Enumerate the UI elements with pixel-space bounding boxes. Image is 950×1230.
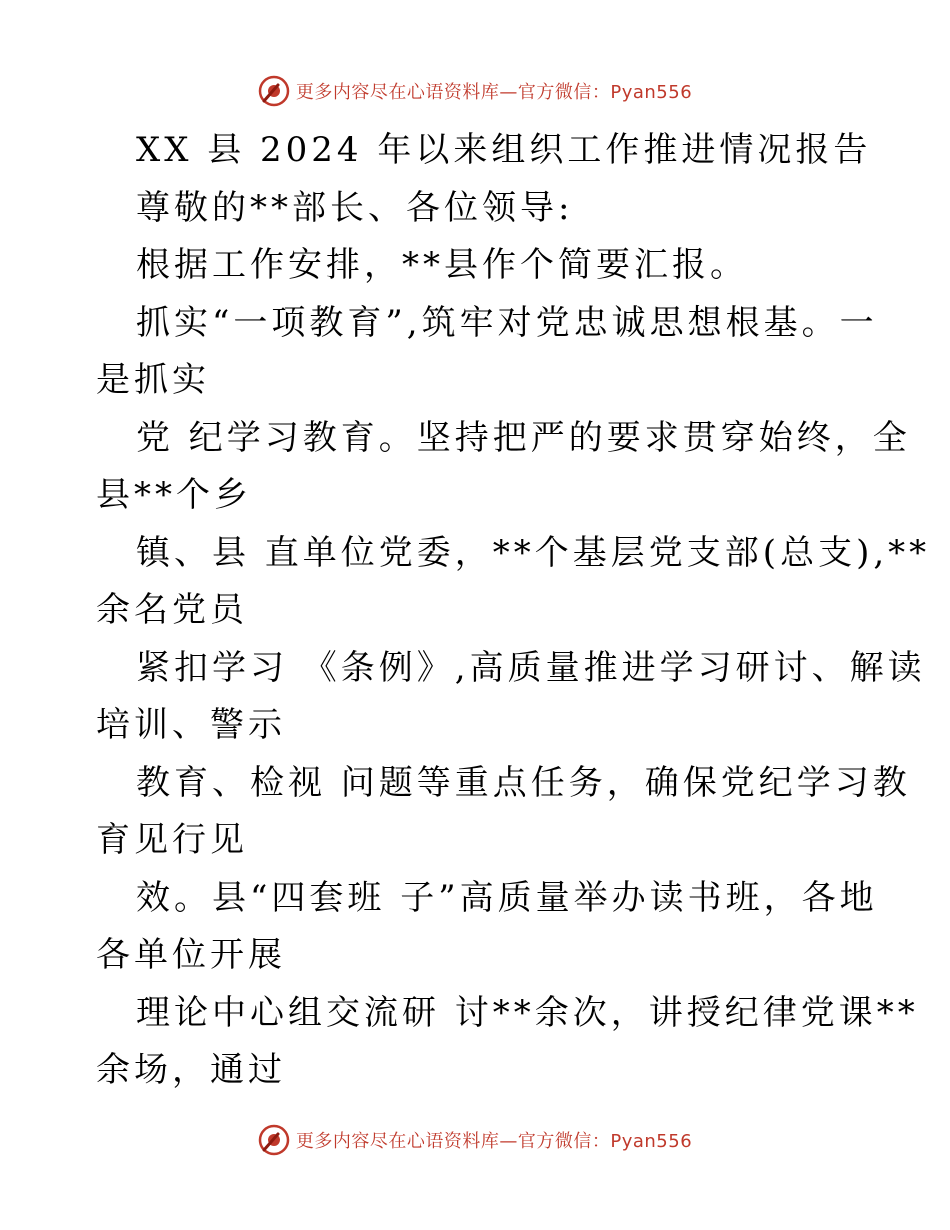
document-title: XX 县 2024 年以来组织工作推进情况报告 (136, 130, 872, 170)
paragraph-line: 育见行见 (96, 820, 248, 860)
paragraph-line: 理论中心组交流研 讨**余次，讲授纪律党课** (136, 992, 919, 1033)
paragraph-line: 尊敬的**部长、各位领导: (136, 187, 574, 228)
paragraph-line: 是抓实 (96, 360, 210, 400)
paragraph-line: 紧扣学习 《条例》,高质量推进学习研讨、解读 (136, 647, 926, 688)
paragraph-line: 教育、检视 问题等重点任务，确保党纪学习教 (136, 762, 911, 803)
footer-banner (0, 1120, 950, 1160)
paragraph-line: 余名党员 (96, 590, 248, 630)
paragraph-line: 余场，通过 (96, 1050, 286, 1090)
seal-logo-icon (258, 75, 290, 107)
footer-banner-text: 更多内容尽在心语资料库—官方微信：Pyan556 (295, 1131, 693, 1152)
paragraph-line: 镇、县 直单位党委，**个基层党支部(总支),** (136, 532, 931, 573)
paragraph-line: 县**个乡 (96, 475, 252, 515)
seal-logo-icon (258, 1124, 290, 1156)
paragraph-line: 根据工作安排，**县作个简要汇报。 (136, 245, 748, 285)
header-banner-text: 更多内容尽在心语资料库—官方微信：Pyan556 (295, 82, 693, 103)
paragraph-line: 效。县“四套班 子”高质量举办读书班，各地 (136, 877, 878, 918)
paragraph-line: 党 纪学习教育。坚持把严的要求贯穿始终，全 (136, 417, 911, 458)
paragraph-line: 各单位开展 (96, 935, 286, 975)
paragraph-line: 抓实“一项教育”,筑牢对党忠诚思想根基。一 (136, 302, 878, 343)
header-banner (0, 71, 950, 111)
paragraph-line: 培训、警示 (96, 705, 286, 745)
document-body (96, 122, 931, 1100)
